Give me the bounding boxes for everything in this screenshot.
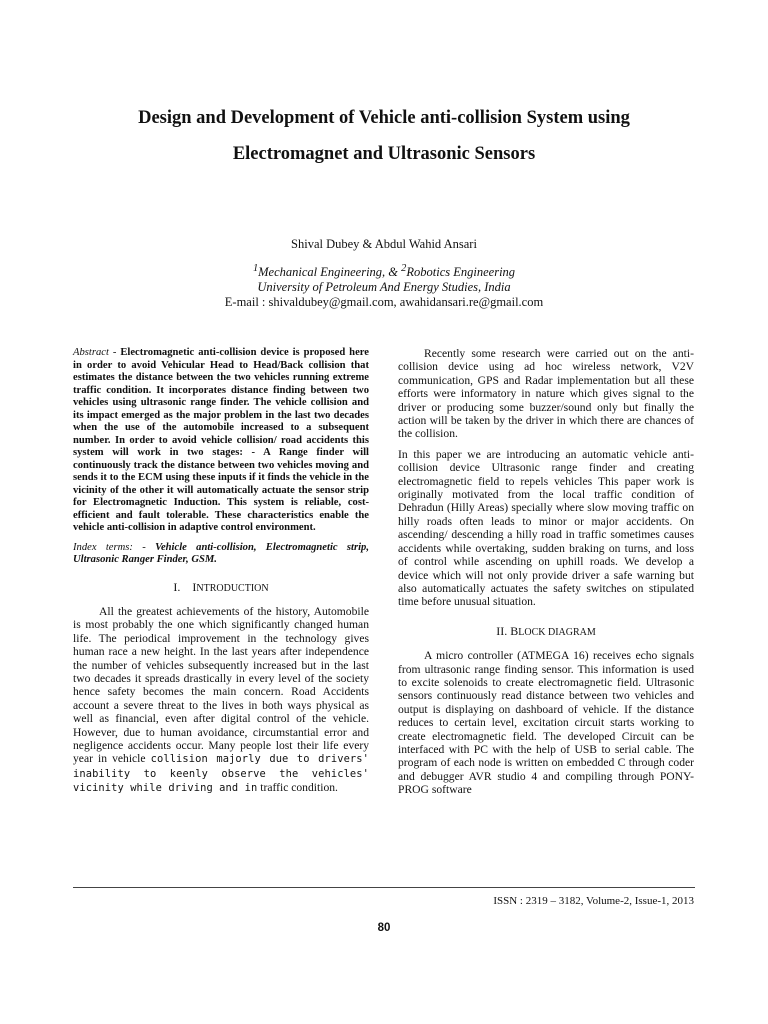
section-rest: NTRODUCTION bbox=[196, 582, 269, 594]
page-number: 80 bbox=[377, 922, 391, 934]
right-column bbox=[398, 347, 694, 797]
section-number: I. bbox=[173, 579, 181, 594]
right-paragraph-1: Recently some research were carried out on the anti-collision device using ad hoc wireless network, V2V communication, GPS and Radar implementation but all these efforts were informatory in nature which gives signal to the driver or producing some buzzer/sound only but finally the action will be taken by the driver in which there are chances of the collision. bbox=[398, 347, 694, 441]
abstract-lead: Abstract - bbox=[73, 347, 121, 358]
footer-rule bbox=[73, 887, 695, 888]
section-heading-block-diagram bbox=[398, 625, 694, 639]
abstract bbox=[73, 347, 369, 535]
author-block bbox=[100, 237, 668, 310]
email-line: E-mail : shivaldubey@gmail.com, awahidansari.re@gmail.com bbox=[224, 295, 544, 310]
index-terms bbox=[73, 542, 369, 567]
section-rest: LOCK DIAGRAM bbox=[518, 626, 596, 638]
author-names: Shival Dubey & Abdul Wahid Ansari bbox=[291, 237, 477, 251]
affiliation-sup-1: 1 bbox=[252, 263, 259, 274]
right-paragraph-2: In this paper we are introducing an automatic vehicle anti-collision device Ultrasonic range finder and creating electromagnetic field to repels vehicles This paper work is originally motivated from the local traffic condition of Dehradun (Hilly Areas) specially where slow moving traffic on hilly roads often leads to minor or major accidents. On ascending/ descending a hilly road in traffic sometimes causes accidents while overtaking, sudden braking on turns, and loss of control while ascending on uphill roads. We develop a device which will not only provide driver a safe warning but also automatically actuates the safety switches on stipulated time before unusual situation. bbox=[398, 447, 694, 609]
left-column bbox=[73, 347, 369, 796]
block-diagram-paragraph: A micro controller (ATMEGA 16) receives echo signals from ultrasonic range finding sensor. This information is used to excite solenoids to create electromagnetic field. Ultrasonic sensors continuously read distance between two vehicles and output is displaying on dashboard of vehicle. If the distance reduces to certain level, excitation circuit starts working to create electromagnetic field. The developed Circuit can be interfaced with PC with the help of USB to serial cable. The program of each node is written on embedded C through coder and debugger AVR studio 4 and compiling through PONY-PROG software bbox=[398, 649, 694, 797]
index-terms-lead: Index terms: - bbox=[73, 541, 156, 553]
section-initial: I bbox=[192, 579, 197, 594]
intro-text: All the greatest achievements of the history, Automobile is most probably the one which significantly changed human life. The periodical improvement in the technology gives human race a new height. In the last years after independence the number of vehicles subsequently increased but in the last two decades it spreads drastically in every level of the society hence safety becomes the main concern. Road Accidents account a severe threat to the lives in both ways physical as well as financial, even after digital control of the vehicle. However, due to human avoidance, circumstantial error and negligence accidents occur. Many people lost their life every year in vehicle bbox=[73, 604, 369, 766]
affiliation-sup-2: 2 bbox=[401, 263, 407, 274]
intro-text-end: traffic condition. bbox=[260, 781, 338, 795]
title-line-2: Electromagnet and Ultrasonic Sensors bbox=[232, 144, 536, 164]
title-line-1: Design and Development of Vehicle anti-collision System using bbox=[138, 108, 630, 128]
affiliation-1: Mechanical Engineering, & bbox=[258, 265, 402, 280]
university: University of Petroleum And Energy Studies, India bbox=[257, 280, 511, 295]
intro-text-tail: collision majorly due to drivers' inability to keenly observe the vehicles' vicinity while driving and in bbox=[73, 753, 369, 795]
paper-title bbox=[60, 100, 708, 172]
issn-line: ISSN : 2319 – 3182, Volume-2, Issue-1, 2013 bbox=[493, 895, 694, 907]
section-number: II. bbox=[496, 623, 508, 638]
section-initial: B bbox=[510, 623, 519, 638]
affiliations bbox=[100, 261, 668, 280]
abstract-text: Electromagnetic anti-collision device is proposed here in order to avoid Vehicular Head to Head/Back collision that estimates the distance between the two vehicles running extreme traffic condition. It incorporates distance finding between two vehicles using ultrasonic range finder. The vehicle collision and its impact emerged as the major problem in the last two decades when the use of the automobile increased to a subsequent number. In order to avoid vehicle collision/ road accidents this system will work in two stages: - A Range finder will continuously track the distance between two vehicles moving and sends it to the ECM using these inputs if it finds the vehicle in the vicinity of the other it will automatically actuate the sensor strip for Electromagnetic Induction. This system is reliable, cost-efficient and fault tolerable. These characteristics enable the vehicle anti-collision in adaptive control environment. bbox=[73, 347, 369, 533]
section-heading-introduction bbox=[73, 581, 369, 595]
index-terms-text: Vehicle anti-collision, Electromagnetic strip, Ultrasonic Ranger Finder, GSM. bbox=[73, 541, 369, 565]
intro-paragraph bbox=[73, 605, 369, 796]
affiliation-2: Robotics Engineering bbox=[406, 265, 516, 280]
